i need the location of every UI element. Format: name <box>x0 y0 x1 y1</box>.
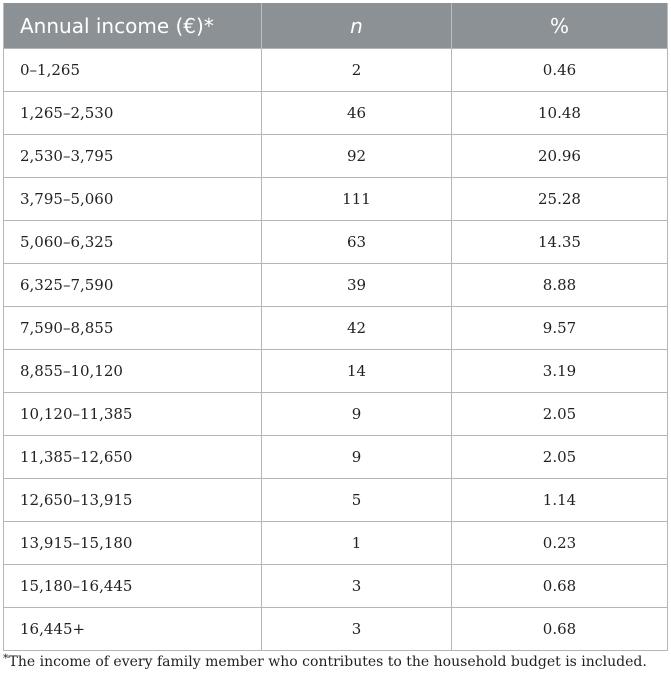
cell-count: 9 <box>262 393 452 436</box>
table-row <box>4 92 668 135</box>
table-row <box>4 221 668 264</box>
table-row <box>4 135 668 178</box>
table-row <box>4 307 668 350</box>
table-row <box>4 393 668 436</box>
cell-income-range: 3,795–5,060 <box>4 178 262 221</box>
cell-count: 3 <box>262 608 452 651</box>
cell-percent: 10.48 <box>452 92 668 135</box>
cell-percent: 25.28 <box>452 178 668 221</box>
cell-percent: 3.19 <box>452 350 668 393</box>
cell-income-range: 8,855–10,120 <box>4 350 262 393</box>
table-row <box>4 49 668 92</box>
cell-percent: 0.68 <box>452 608 668 651</box>
cell-count: 92 <box>262 135 452 178</box>
cell-count: 9 <box>262 436 452 479</box>
cell-percent: 14.35 <box>452 221 668 264</box>
table-row <box>4 178 668 221</box>
cell-percent: 2.05 <box>452 436 668 479</box>
cell-percent: 8.88 <box>452 264 668 307</box>
cell-income-range: 1,265–2,530 <box>4 92 262 135</box>
table-row <box>4 522 668 565</box>
cell-count: 5 <box>262 479 452 522</box>
cell-income-range: 15,180–16,445 <box>4 565 262 608</box>
cell-income-range: 11,385–12,650 <box>4 436 262 479</box>
cell-income-range: 10,120–11,385 <box>4 393 262 436</box>
table-body <box>4 49 668 651</box>
cell-count: 111 <box>262 178 452 221</box>
cell-income-range: 16,445+ <box>4 608 262 651</box>
cell-income-range: 6,325–7,590 <box>4 264 262 307</box>
cell-income-range: 2,530–3,795 <box>4 135 262 178</box>
table-footnote <box>3 654 667 670</box>
cell-income-range: 13,915–15,180 <box>4 522 262 565</box>
cell-count: 63 <box>262 221 452 264</box>
table-row <box>4 479 668 522</box>
table-header <box>4 3 668 49</box>
cell-count: 14 <box>262 350 452 393</box>
cell-percent: 1.14 <box>452 479 668 522</box>
cell-income-range: 12,650–13,915 <box>4 479 262 522</box>
cell-percent: 9.57 <box>452 307 668 350</box>
footnote-text: The income of every family member who contributes to the household budget is included. <box>8 654 647 670</box>
cell-percent: 2.05 <box>452 393 668 436</box>
header-percent: % <box>452 3 668 49</box>
table-row <box>4 264 668 307</box>
table-row <box>4 350 668 393</box>
table-row <box>4 436 668 479</box>
cell-count: 42 <box>262 307 452 350</box>
footnote-mark: * <box>3 652 9 665</box>
header-annual-income: Annual income (€)* <box>4 3 262 49</box>
cell-count: 46 <box>262 92 452 135</box>
cell-count: 1 <box>262 522 452 565</box>
header-n: n <box>262 3 452 49</box>
table-row <box>4 565 668 608</box>
income-distribution-table <box>3 3 668 651</box>
cell-percent: 20.96 <box>452 135 668 178</box>
table-header-row <box>4 3 668 49</box>
table-row <box>4 608 668 651</box>
cell-count: 39 <box>262 264 452 307</box>
cell-percent: 0.46 <box>452 49 668 92</box>
cell-percent: 0.23 <box>452 522 668 565</box>
cell-income-range: 7,590–8,855 <box>4 307 262 350</box>
cell-count: 3 <box>262 565 452 608</box>
cell-income-range: 5,060–6,325 <box>4 221 262 264</box>
cell-count: 2 <box>262 49 452 92</box>
cell-income-range: 0–1,265 <box>4 49 262 92</box>
cell-percent: 0.68 <box>452 565 668 608</box>
